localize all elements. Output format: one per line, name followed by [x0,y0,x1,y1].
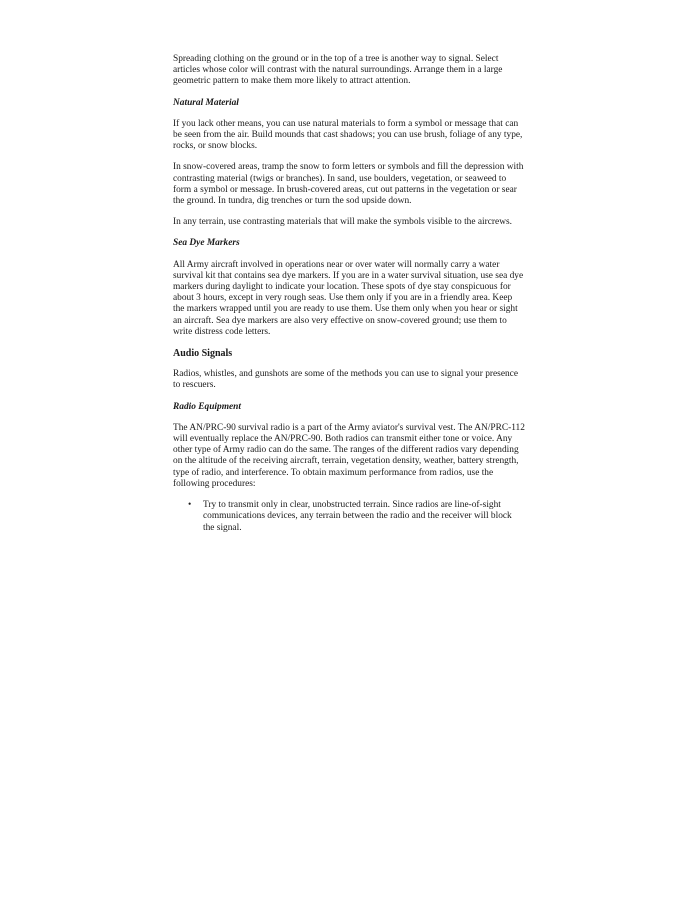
heading-audio-signals: Audio Signals [173,348,233,360]
paragraph-terrain-types: In snow-covered areas, tramp the snow to form letters or symbols and fill the depression with contrasting material (twigs or branches). In sand, use boulders, vegetation, or seaweed to form a symbol or message. In brush-covered areas, cut out patterns in the vegetation or sear the ground. In tundra, dig trenches or turn the sod upside down. [173,162,524,207]
procedure-list [173,500,525,534]
paragraph-radio-equipment: The AN/PRC-90 survival radio is a part of the Army aviator's survival vest. The AN/PRC-112 will eventually replace the AN/PRC-90. Both radios can transmit either tone or voice. Any other type of Army radio can do the same. The ranges of the different radios vary depending on the altitude of the receiving aircraft, terrain, vegetation density, weather, battery strength, type of radio, and interference. To obtain maximum performance from radios, use the following procedures: [173,422,525,489]
heading-natural-material: Natural Material [173,97,239,108]
paragraph-clothing-signal: Spreading clothing on the ground or in the top of a tree is another way to signal. Select articles whose color will contrast with the natural surroundings. Arrange them in a large geometric pattern to make them more likely to attract attention. [173,54,503,87]
heading-radio-equipment: Radio Equipment [173,401,241,412]
document-page [173,54,525,534]
heading-sea-dye-markers: Sea Dye Markers [173,238,240,249]
paragraph-natural-material: If you lack other means, you can use natural materials to form a symbol or message that can be seen from the air. Build mounds that cast shadows; you can use brush, foliage of any type, rocks, or snow blocks. [173,118,523,152]
paragraph-audio-signals: Radios, whistles, and gunshots are some of the methods you can use to signal your presence to rescuers. [173,369,518,391]
list-item: • Try to transmit only in clear, unobstructed terrain. Since radios are line-of-sight communications devices, any terrain between the radio and the receiver will block the signal. [203,500,525,534]
paragraph-contrasting-materials: In any terrain, use contrasting materials that will make the symbols visible to the aircrews. [173,217,512,228]
paragraph-sea-dye-markers: All Army aircraft involved in operations near or over water will normally carry a water survival kit that contains sea dye markers. If you are in a water survival situation, use sea dye markers during daylight to indicate your location. These spots of dye stay conspicuous for about 3 hours, except in very rough seas. Use them only if you are in a friendly area. Keep the markers wrapped until you are ready to use them. Use them only when you hear or sight an aircraft. Sea dye markers are also very effective on snow-covered ground; use them to write distress code letters. [173,259,524,337]
